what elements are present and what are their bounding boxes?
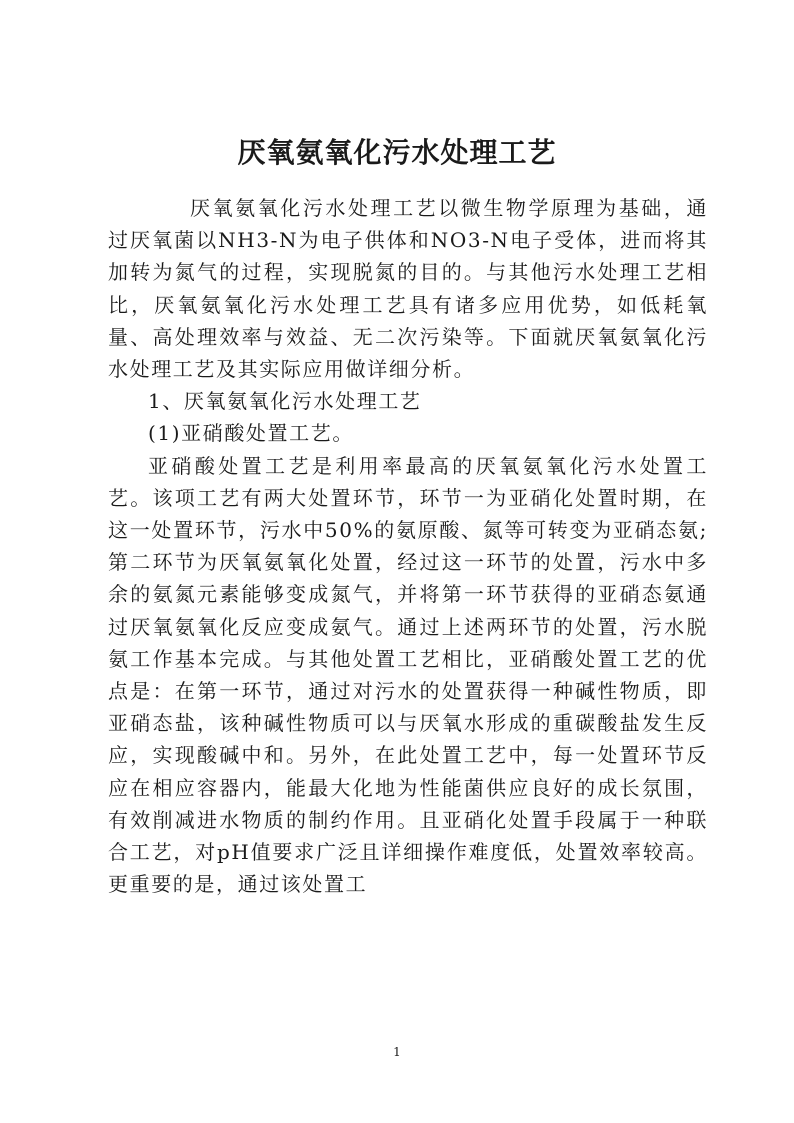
- document-body: [108, 192, 708, 900]
- subsection-heading: (1)亚硝酸处置工艺。: [148, 421, 354, 446]
- paragraph-nitrite-process: 亚硝酸处置工艺是利用率最高的厌氧氨氧化污水处置工艺。该项工艺有两大处置环节，环节一为亚硝化处置时期，在这一处置环节，污水中50%的氨原酸、氮等可转变为亚硝态氨;第二环节为厌氧氨氧化处置，经过这一环节的处置，污水中多余的氨氮元素能够变成氮气，并将第一环节获得的亚硝态氨通过厌氧氨氧化反应变成氨气。通过上述两环节的处置，污水脱氨工作基本完成。与其他处置工艺相比，亚硝酸处置工艺的优点是：在第一环节，通过对污水的处置获得一种碱性物质，即亚硝态盐，该种碱性物质可以与厌氧水形成的重碳酸盐发生反应，实现酸碱中和。另外，在此处置工艺中，每一处置环节反应在相应容器内，能最大化地为性能菌供应良好的成长氛围，有效削减进水物质的制约作用。且亚硝化处置手段属于一种联合工艺，对pH值要求广泛且详细操作难度低，处置效率较高。更重要的是，通过该处置工: [108, 453, 708, 897]
- page-number: 1: [393, 1045, 401, 1059]
- section-heading: 1、厌氧氨氧化污水处理工艺: [148, 389, 422, 414]
- paragraph-intro: 厌氧氨氧化污水处理工艺以微生物学原理为基础，通过厌氧菌以NH3-N为电子供体和NO3-N电子受体，进而将其加转为氮气的过程，实现脱氮的目的。与其他污水处理工艺相比，厌氧氨氧化污水处理工艺具有诸多应用优势，如低耗氧量、高处理效率与效益、无二次污染等。下面就厌氧氨氧化污水处理工艺及其实际应用做详细分析。: [108, 196, 708, 382]
- document-title: 厌氧氨氧化污水处理工艺: [237, 136, 557, 169]
